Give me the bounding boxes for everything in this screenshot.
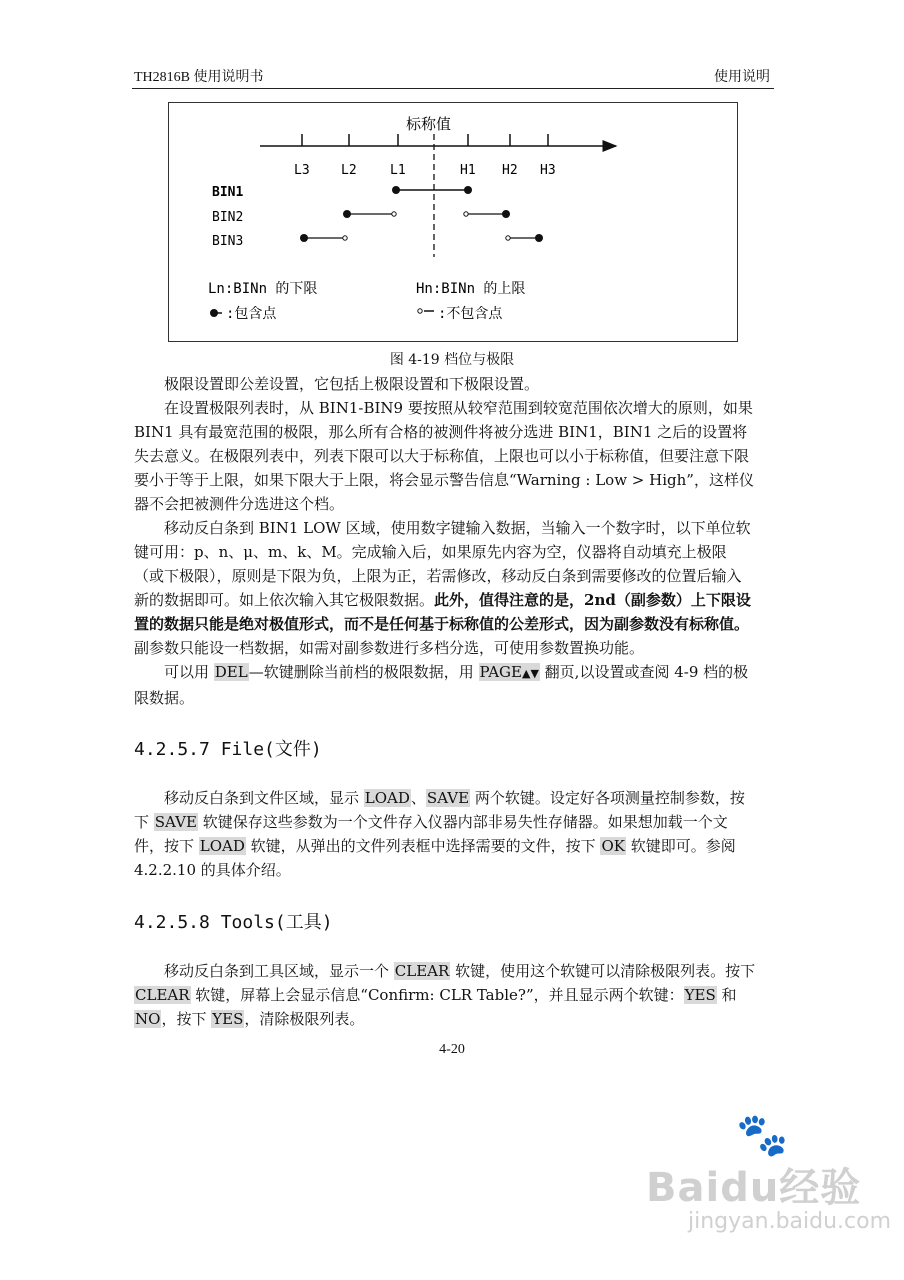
del-softkey: DEL xyxy=(214,663,248,681)
watermark-logo: 🐾 Baidu经验 xyxy=(646,1110,862,1211)
header-rule xyxy=(132,88,774,89)
body-text-upper xyxy=(134,372,756,710)
paragraph-order: 在设置极限列表时，从 BIN1-BIN9 要按照从较窄范围到较宽范围依次增大的原则，如果 BIN1 具有最宽范围的极限，那么所有合格的被测件将被分选进 BIN1，BIN1 之后的设置将失去意义。在极限列表中，列表下限可以大于标称值，上限也可以小于标称值，但要注意下限要小于等于上限，如果下限大于上限，将会显示警告信息“Warning : Low > High”，这样仪器不会把被测件分选进这个档。 xyxy=(134,399,754,513)
paragraph-intro: 极限设置即公差设置，它包括上极限设置和下极限设置。 xyxy=(164,375,540,393)
paragraph-delete: 可以用 DEL—软键删除当前档的极限数据，用 PAGE▲▼ 翻页,以设置或查阅 4-9 档的极限数据。 xyxy=(134,663,749,707)
tick-L3: L3 xyxy=(294,163,310,178)
header-title: TH2816B 使用说明书 xyxy=(134,70,264,85)
page-softkey: PAGE▲▼ xyxy=(479,663,539,681)
bin1-label: BIN1 xyxy=(212,185,244,200)
legend-lower-limit: Ln:BINn 的下限 xyxy=(208,281,318,297)
tick-L1: L1 xyxy=(390,163,406,178)
clear-softkey: CLEAR xyxy=(394,962,450,980)
save-softkey-2: SAVE xyxy=(154,813,197,831)
legend-upper-limit: Hn:BINn 的上限 xyxy=(416,281,526,297)
section-file-body: 移动反白条到文件区域，显示 LOAD、SAVE 两个软键。设定好各项测量控制参数，按下 SAVE 软键保存这些参数为一个文件存入仪器内部非易失性存储器。如果想加载一个文件，按下 LOAD 软键，从弹出的文件列表框中选择需要的文件，按下 OK 软键即可。参阅 4.2.2.10 的具体介绍。 xyxy=(134,789,745,879)
bin1-range xyxy=(392,186,472,194)
figure-caption: 图 4-19 档位与极限 xyxy=(389,352,515,368)
up-down-arrow-icon: ▲▼ xyxy=(521,667,539,680)
page-number: 4-20 xyxy=(439,1042,465,1057)
open-point-icon xyxy=(418,309,422,313)
load-softkey: LOAD xyxy=(364,789,410,807)
paragraph-input: 移动反白条到 BIN1 LOW 区域，使用数字键输入数据，当输入一个数字时，以下单位软键可用：p、n、μ、m、k、M。完成输入后，如果原先内容为空，仪器将自动填充上极限（或下极限），原则是下限为负，上限为正，若需修改，移动反白条到需要修改的位置后输入新的数据即可。如上依次输入其它极限数据。此外，值得注意的是，2nd（副参数）上下限设置的数据只能是绝对极值形式，而不是任何基于标称值的公差形式，因为副参数没有标称值。副参数只能设一档数据，如需对副参数进行多档分选，可使用参数置换功能。 xyxy=(134,519,751,657)
tick-H2: H2 xyxy=(502,163,518,178)
bin3-ranges xyxy=(300,234,543,242)
bin3-label: BIN3 xyxy=(212,234,244,249)
bin-limit-diagram xyxy=(168,102,738,342)
yes-softkey: YES xyxy=(684,986,716,1004)
ok-softkey: OK xyxy=(601,837,625,855)
tick-H3: H3 xyxy=(540,163,556,178)
clear-softkey-2: CLEAR xyxy=(135,986,190,1004)
legend-inclusive: :包含点 xyxy=(226,306,277,322)
tick-L2: L2 xyxy=(341,163,357,178)
section-file-title: 4.2.5.7 File(文件) xyxy=(134,739,322,760)
bin2-label: BIN2 xyxy=(212,210,244,225)
axis-ticks xyxy=(302,134,548,146)
save-softkey: SAVE xyxy=(426,789,470,807)
tick-H1: H1 xyxy=(460,163,476,178)
paw-icon: 🐾 xyxy=(736,1110,790,1159)
bin2-ranges xyxy=(343,210,510,218)
yes-softkey-2: YES xyxy=(212,1010,244,1028)
section-tools-body: 移动反白条到工具区域，显示一个 CLEAR 软键，使用这个软键可以清除极限列表。按下 CLEAR 软键，屏幕上会显示信息“Confirm: CLR Table?”，并且显示两个软键：YES 和 NO，按下 YES，清除极限列表。 xyxy=(135,962,756,1028)
header-section: 使用说明 xyxy=(714,70,770,85)
nominal-label: 标称值 xyxy=(406,115,452,133)
bold-note: 此外，值得注意的是，2nd（副参数）上下限设置的数据只能是绝对极值形式，而不是任何基于标称值的公差形式，因为副参数没有标称值。 xyxy=(134,591,751,633)
watermark-url: jingyan.baidu.com xyxy=(688,1209,892,1234)
load-softkey-2: LOAD xyxy=(199,837,245,855)
no-softkey: NO xyxy=(135,1010,161,1028)
section-tools-title: 4.2.5.8 Tools(工具) xyxy=(134,912,333,933)
legend-exclusive: :不包含点 xyxy=(438,306,503,322)
